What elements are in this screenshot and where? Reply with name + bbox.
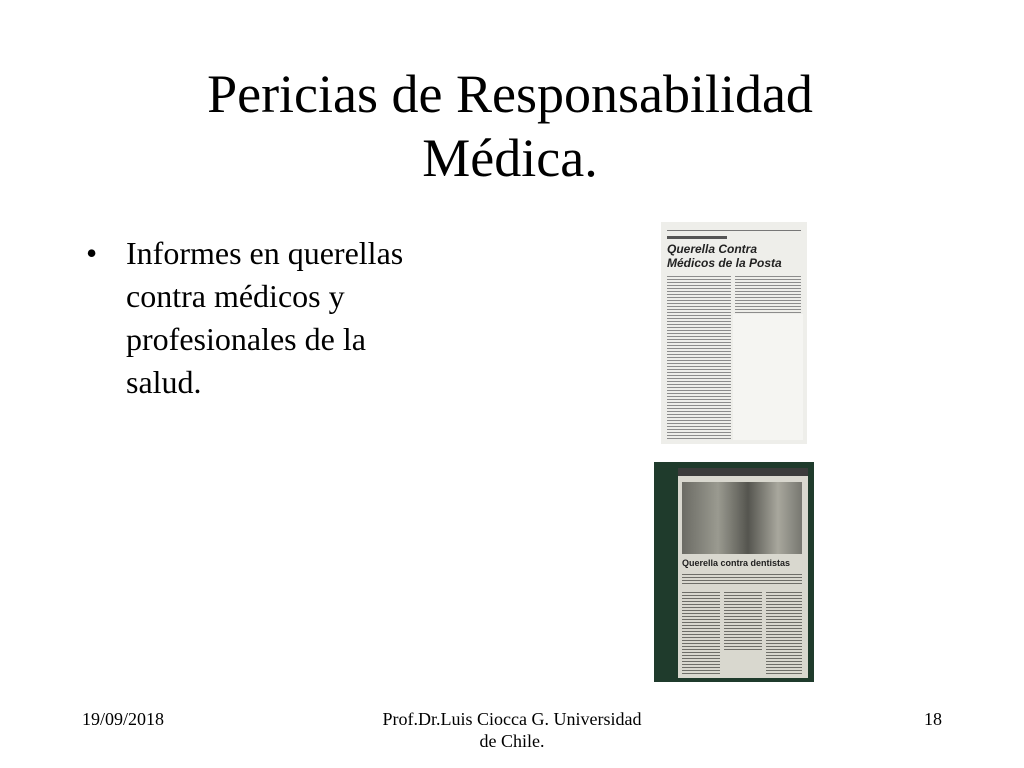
slide-title-line-1: Pericias de Responsabilidad bbox=[207, 64, 813, 124]
clipping-2-headline: Querella contra dentistas bbox=[682, 558, 791, 568]
clipping-1-text-column bbox=[667, 274, 731, 440]
slide-title bbox=[80, 62, 940, 190]
newspaper-clipping-1 bbox=[661, 222, 807, 444]
clipping-2-masthead bbox=[678, 468, 808, 476]
slide-title-line-2: Médica. bbox=[422, 128, 598, 188]
bullet-line-3: profesionales de la bbox=[126, 321, 366, 357]
clipping-1-blank-area bbox=[733, 314, 803, 440]
footer-page-number: 18 bbox=[924, 709, 942, 729]
bullet-list bbox=[82, 232, 502, 404]
clipping-1-masthead bbox=[667, 226, 801, 231]
footer-author-line-1: Prof.Dr.Luis Ciocca G. Universidad bbox=[382, 709, 642, 729]
clipping-2-text-column bbox=[682, 572, 802, 586]
footer-author bbox=[352, 708, 672, 752]
bullet-line-2: contra médicos y bbox=[126, 278, 345, 314]
bullet-glyph: • bbox=[86, 235, 98, 271]
clipping-2-text-column bbox=[766, 590, 802, 674]
clipping-1-kicker bbox=[667, 236, 727, 239]
footer-date: 19/09/2018 bbox=[82, 709, 165, 729]
clipping-2-text-column bbox=[724, 590, 762, 650]
clipping-1-headline bbox=[667, 242, 801, 270]
newspaper-clipping-2 bbox=[654, 462, 814, 682]
clipping-2-photo bbox=[682, 482, 802, 554]
clipping-1-headline-line-1: Querella Contra bbox=[667, 242, 758, 256]
clipping-2-text-column bbox=[682, 590, 720, 674]
footer-author-line-2: de Chile. bbox=[479, 731, 545, 751]
clipping-1-headline-line-2: Médicos de la Posta bbox=[667, 256, 782, 270]
bullet-item bbox=[82, 232, 502, 404]
bullet-line-1: Informes en querellas bbox=[126, 235, 404, 271]
clipping-1-text-column bbox=[735, 274, 801, 314]
bullet-line-4: salud. bbox=[126, 364, 202, 400]
